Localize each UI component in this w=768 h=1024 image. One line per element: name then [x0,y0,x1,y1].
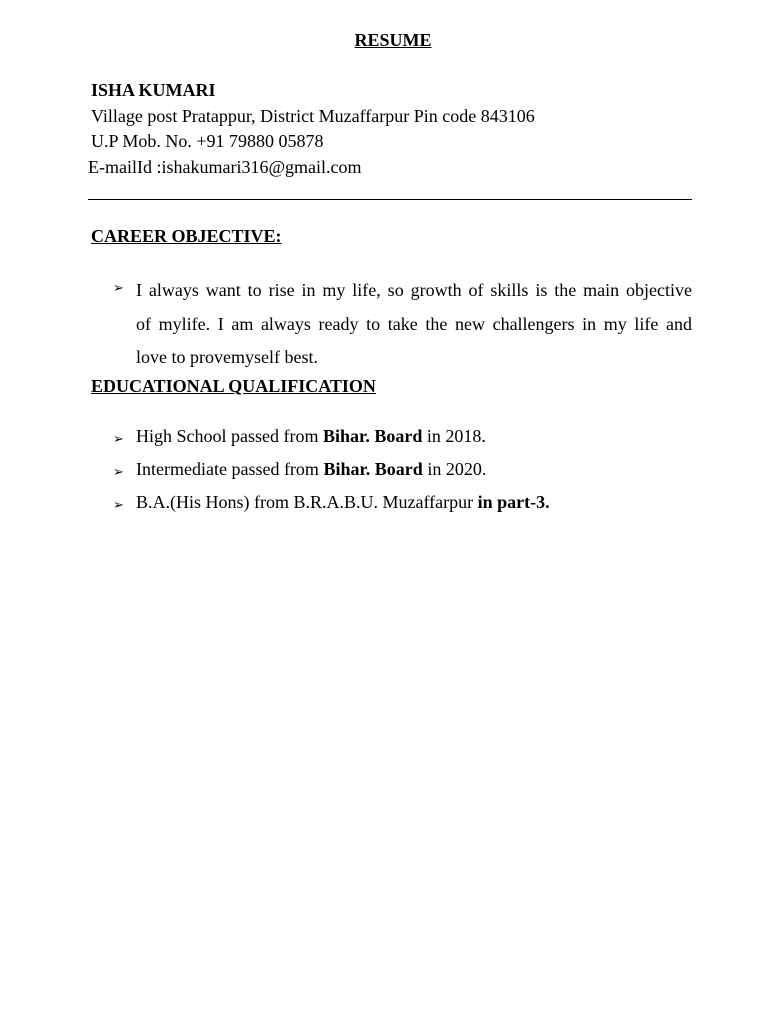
arrow-bullet-icon: ➢ [113,431,124,446]
email-line: E-mailId :ishakumari316@gmail.com [88,157,362,177]
education-heading: EDUCATIONAL QUALIFICATION [91,376,376,396]
education-item-year: in 2018. [422,426,486,446]
education-item-year: in 2020. [422,459,487,479]
resume-title: RESUME [354,30,432,50]
objective-line: love to provemyself best. [136,347,318,367]
education-item [136,459,486,480]
address-line: Village post Pratappur, District Muzaffarpur Pin code 843106 [91,106,535,126]
arrow-bullet-icon: ➢ [113,464,124,479]
career-objective-heading: CAREER OBJECTIVE: [91,226,282,246]
education-item [136,492,550,513]
objective-line: I always want to rise in my life, so growth of skills is the main objective [136,280,692,300]
arrow-bullet-icon: ➢ [113,497,124,512]
divider-line [88,199,692,200]
education-item-text: High School passed from [136,426,323,446]
applicant-name: ISHA KUMARI [91,80,216,100]
education-item-text: B.A.(His Hons) from B.R.A.B.U. Muzaffarpur [136,492,478,512]
education-item-status: in part-3. [477,492,550,512]
education-item-text: Intermediate passed from [136,459,324,479]
career-objective-text [136,274,692,375]
arrow-bullet-icon: ➢ [113,280,124,295]
objective-line: of mylife. I am always ready to take the new challengers in my life and [136,313,692,334]
education-item-board: Bihar. Board [323,459,423,479]
education-item-board: Bihar. Board [322,426,423,446]
mobile-line: U.P Mob. No. +91 79880 05878 [91,131,324,151]
education-item [136,426,486,447]
